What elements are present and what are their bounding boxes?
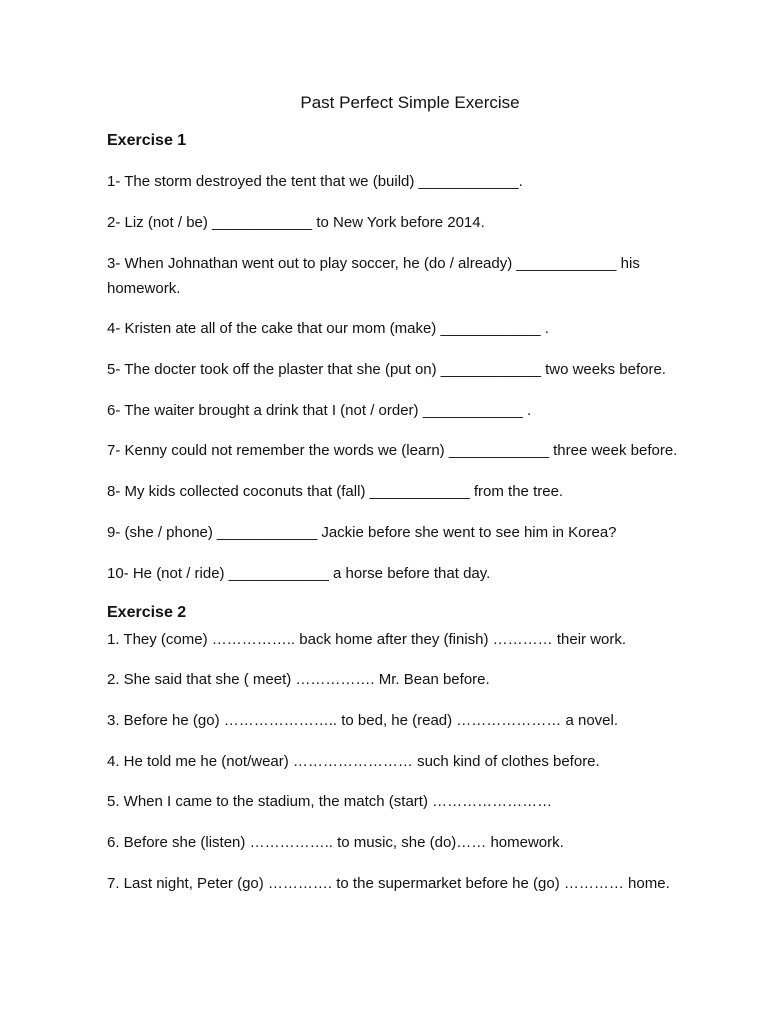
page-title: Past Perfect Simple Exercise <box>300 93 520 112</box>
exercise-1-item-8: 8- My kids collected coconuts that (fall) ____________ from the tree. <box>107 483 564 500</box>
exercise-2-item-4: 4. He told me he (not/wear) …………………… such kind of clothes before. <box>107 753 600 770</box>
exercise-2-item-1: 1. They (come) …………….. back home after they (finish) ………… their work. <box>107 631 627 648</box>
exercise-2-heading: Exercise 2 <box>107 604 187 621</box>
exercise-1-item-6: 6- The waiter brought a drink that I (not / order) ____________ . <box>107 402 532 419</box>
exercise-1-item-10: 10- He (not / ride) ____________ a horse before that day. <box>107 565 491 582</box>
exercise-1-heading: Exercise 1 <box>107 132 187 149</box>
exercise-1-item-1: 1- The storm destroyed the tent that we (build) ____________. <box>107 173 523 190</box>
exercise-2-item-3: 3. Before he (go) ………………….. to bed, he (read) ………………… a novel. <box>107 712 619 729</box>
exercise-1-item-2: 2- Liz (not / be) ____________ to New York before 2014. <box>107 214 485 231</box>
exercise-1-item-5: 5- The docter took off the plaster that she (put on) ____________ two weeks before. <box>107 361 666 378</box>
exercise-1-item-3: 3- When Johnathan went out to play soccer, he (do / already) ____________ his homework. <box>107 255 640 297</box>
exercise-1-item-7: 7- Kenny could not remember the words we (learn) ____________ three week before. <box>107 442 678 459</box>
exercise-2-item-6: 6. Before she (listen) …………….. to music, she (do)…… homework. <box>107 834 564 851</box>
exercise-2-item-7: 7. Last night, Peter (go) …………. to the supermarket before he (go) ………… home. <box>107 875 670 892</box>
exercise-2-item-2: 2. She said that she ( meet) ……………. Mr. Bean before. <box>107 671 490 688</box>
exercise-1-item-4: 4- Kristen ate all of the cake that our mom (make) ____________ . <box>107 320 549 337</box>
exercise-2-item-5: 5. When I came to the stadium, the match (start) …………………… <box>107 793 553 810</box>
exercise-1-item-9: 9- (she / phone) ____________ Jackie before she went to see him in Korea? <box>107 524 617 541</box>
